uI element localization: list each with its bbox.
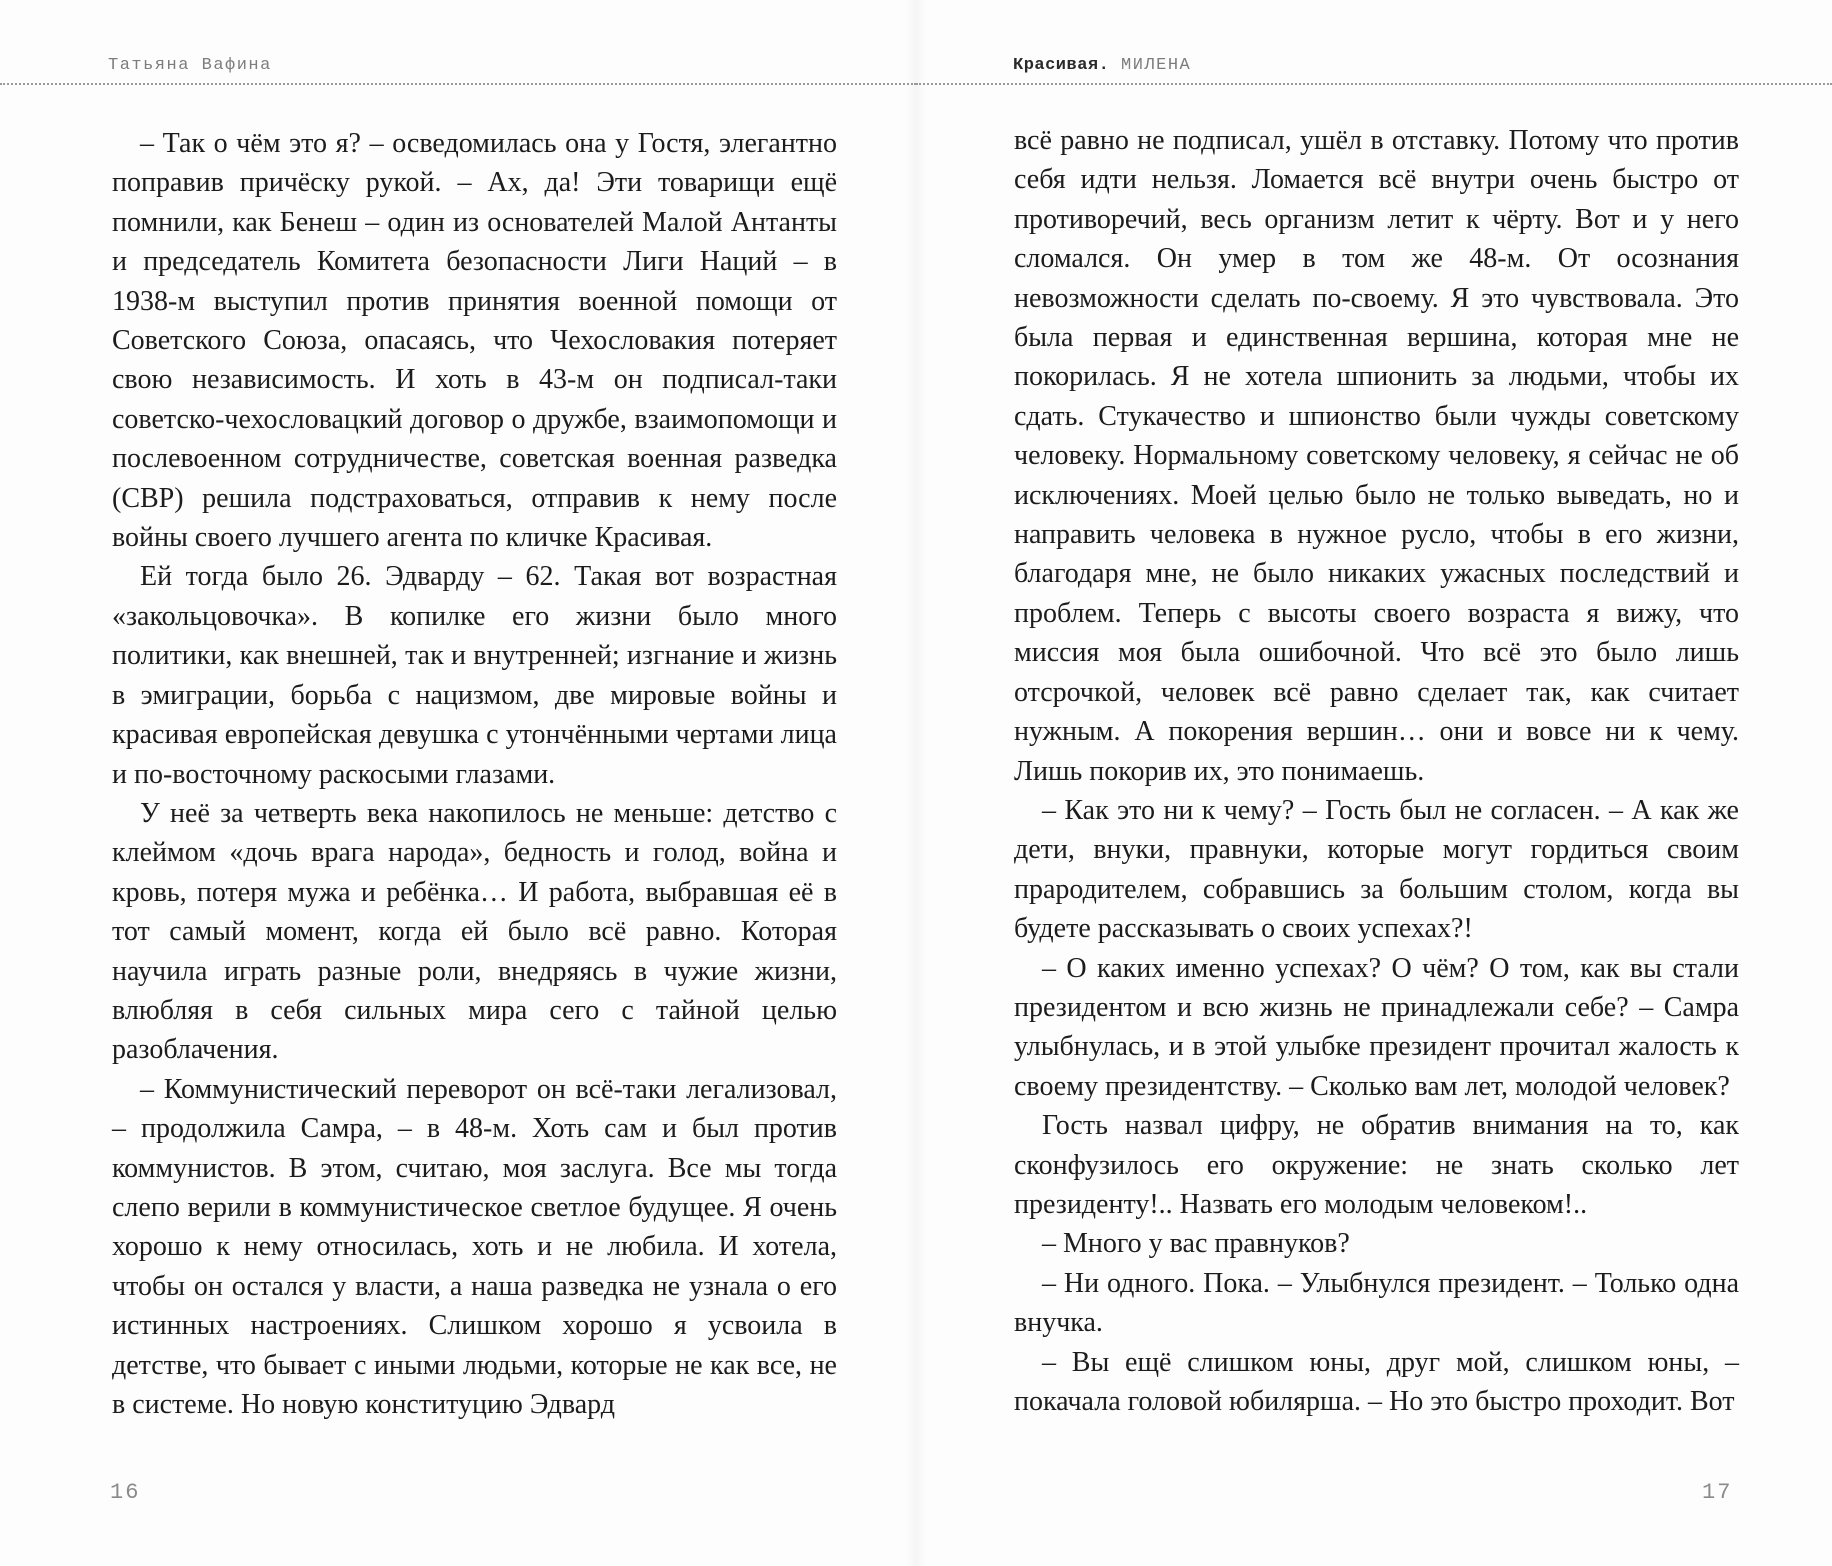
paragraph: – Как это ни к чему? – Гость был не согласен. – А как же дети, внуки, правнуки, которые могут гордиться своим прародителем, собравшись за большим столом, когда вы будете рассказывать о своих успехах?! xyxy=(1014,794,1739,945)
paragraph: Гость назвал цифру, не обратив внимания на то, как сконфузилось его окружение: не знать сколько лет президенту!.. Назвать его молодым человеком!.. xyxy=(1014,1110,1739,1220)
paragraph: – Коммунистический переворот он всё-таки легализовал, – продолжила Самра, – в 48-м. Хоть сам и был против коммунистов. В этом, считаю, моя заслуга. Все мы тогда слепо верили в коммунистическое светлое будущее. Я очень хорошо к нему относилась, хоть и не любила. И хотела, чтобы он остался у власти, а наша разведка не узнала о его истинных настроениях. Слишком хорошо я усвоила в детстве, что бывает с иными людьми, которые не как все, не в системе. Но новую конституцию Эдвард xyxy=(112,1073,837,1420)
running-head-title-bold: Красивая. xyxy=(1013,56,1110,75)
header-rule xyxy=(0,83,916,85)
running-head-author: Татьяна Вафина xyxy=(108,56,272,75)
paragraph: – Ни одного. Пока. – Улыбнулся президент. – Только одна внучка. xyxy=(1014,1267,1739,1339)
paragraph: Ей тогда было 26. Эдварду – 62. Такая вот возрастная «закольцовочка». В копилке его жизни было много политики, как внешней, так и внутренней; изгнание и жизнь в эмиграции, борьба с нацизмом, две мировые войны и красивая европейская девушка с утончёнными чертами лица и по-восточному раскосыми глазами. xyxy=(112,561,837,790)
running-head-title xyxy=(1013,56,1191,75)
paragraph: – Вы ещё слишком юны, друг мой, слишком юны, – покачала головой юбилярша. – Но это быстро проходит. Вот xyxy=(1014,1346,1739,1417)
right-page xyxy=(916,0,1832,1566)
running-head-title-rest: МИЛЕНА xyxy=(1121,56,1192,75)
paragraph: – Так о чём это я? – осведомилась она у Гостя, элегантно поправив причёску рукой. – Ах, да! Эти товарищи ещё помнили, как Бенеш – один из основателей Малой Антанты и председатель Комитета безопасности Лиги Наций – в 1938-м выступил против принятия военной помощи от Советского Союза, опасаясь, что Чехословакия потеряет свою независимость. И хоть в 43-м он подписал-таки советско-чехословацкий договор о дружбе, взаимопомощи и послевоенном сотрудничестве, советская военная разведка (СВР) решила подстраховаться, отправив к нему после войны своего лучшего агента по кличке Красивая. xyxy=(112,128,837,554)
page-number: 16 xyxy=(110,1480,141,1505)
paragraph: – О каких именно успехах? О чём? О том, как вы стали президентом и всю жизнь не принадлежали себе? – Самра улыбнулась, и в этой улыбке президент прочитал жалость к своему президентству. – Сколько вам лет, молодой человек? xyxy=(1014,952,1739,1102)
left-body-text xyxy=(112,124,837,1424)
right-body-text xyxy=(1014,121,1739,1421)
page-number: 17 xyxy=(1702,1480,1733,1505)
header-rule xyxy=(916,83,1832,85)
paragraph: всё равно не подписал, ушёл в отставку. Потому что против себя идти нельзя. Ломается всё внутри очень быстро от противоречий, весь организм летит к чёрту. Вот и у него сломался. Он умер в том же 48-м. От осознания невозможности сделать по-своему. Я это чувствовала. Это была первая и единственная вершина, которая мне не покорилась. Я не хотела шпионить за людьми, чтобы их сдать. Стукачество и шпионство были чужды советскому человеку. Нормальному советскому человеку, я сейчас не об исключениях. Моей целью было не только выведать, но и направить человека в нужное русло, чтобы в его жизни, благодаря мне, не было никаких ужасных последствий и проблем. Теперь с высоты своего возраста я вижу, что миссия моя была ошибочной. Что всё это было лишь отсрочкой, человек всё равно сделает так, как считает нужным. А покорения вершин… они и вовсе ни к чему. Лишь покорив их, это понимаешь. xyxy=(1014,125,1739,787)
paragraph: У неё за четверть века накопилось не меньше: детство с клеймом «дочь врага народа», бедность и голод, война и кровь, потеря мужа и ребёнка… И работа, выбравшая её в тот самый момент, когда ей было всё равно. Которая научила играть разные роли, внедряясь в чужие жизни, влюбляя в себя сильных мира сего с тайной целью разоблачения. xyxy=(112,797,837,1066)
paragraph: – Много у вас правнуков? xyxy=(1042,1228,1350,1260)
